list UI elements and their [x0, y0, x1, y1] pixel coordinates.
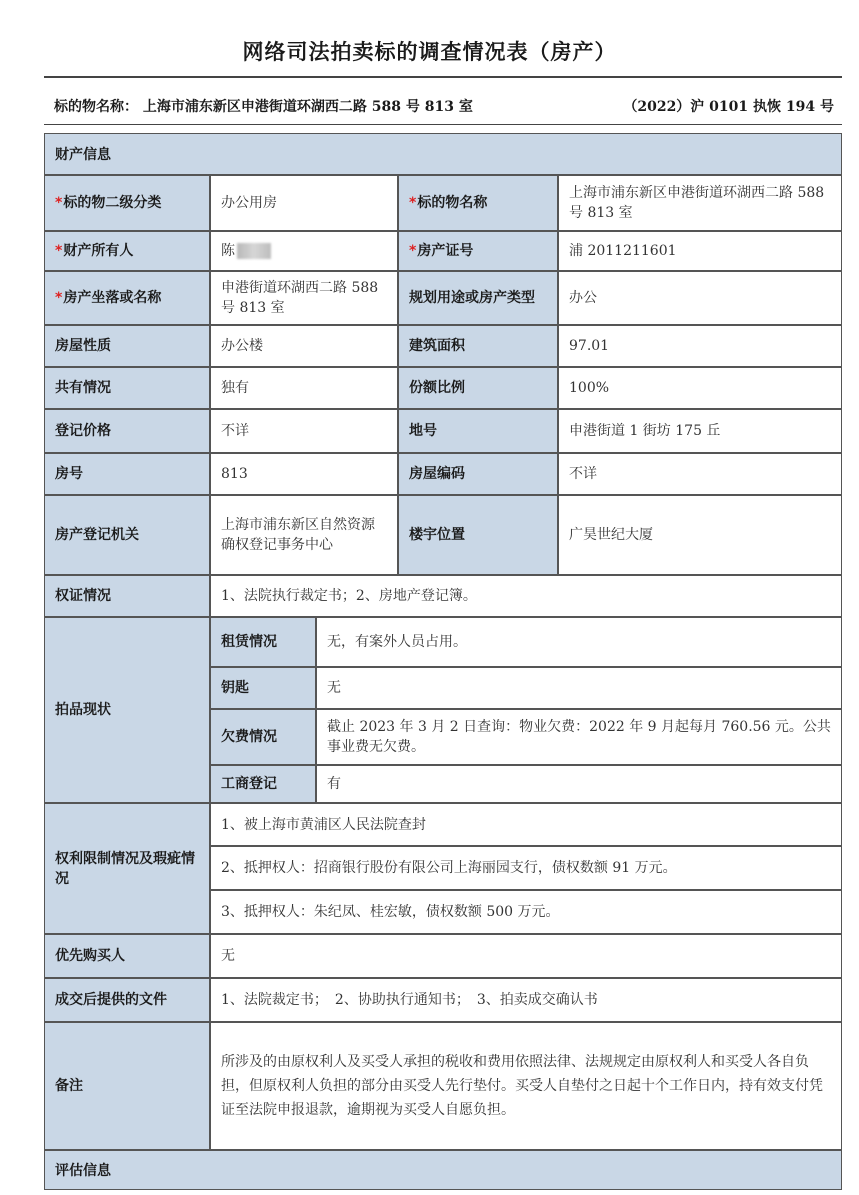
value-reg-price: 不详	[210, 409, 398, 453]
value-code: 不详	[558, 453, 842, 495]
value-ratio: 100%	[558, 367, 842, 409]
top-rule	[44, 76, 842, 78]
redaction-blur	[237, 243, 271, 259]
page-title: 网络司法拍卖标的调查情况表（房产）	[242, 39, 617, 64]
label-priority: 优先购买人	[44, 934, 210, 978]
label-code: 房屋编码	[398, 453, 558, 495]
label-text: 财产所有人	[63, 243, 134, 259]
subject-name: 标的物名称： 上海市浦东新区申港街道环湖西二路 588 号 813 室	[54, 99, 473, 115]
value-arrears: 截止 2023 年 3 月 2 日查询：物业欠费：2022 年 9 月起每月 760.56 元。公共事业费无欠费。	[316, 709, 842, 765]
label-room: 房号	[44, 453, 210, 495]
value-item-name: 上海市浦东新区申港街道环湖西二路 588 号 813 室	[558, 175, 842, 231]
required-mark: *	[55, 290, 63, 306]
owner-surname: 陈	[221, 243, 235, 259]
label-text: 标的物名称	[417, 195, 488, 211]
value-lease: 无，有案外人员占用。	[316, 617, 842, 667]
label-area: 建筑面积	[398, 325, 558, 367]
label-subcategory	[44, 175, 210, 231]
label-nature: 房屋性质	[44, 325, 210, 367]
label-title-cert: 权证情况	[44, 575, 210, 617]
label-biz-reg: 工商登记	[210, 765, 316, 803]
label-building: 楼宇位置	[398, 495, 558, 575]
header-rule	[44, 124, 842, 125]
label-authority: 房产登记机关	[44, 495, 210, 575]
value-restriction-2: 2、抵押权人：招商银行股份有限公司上海丽园支行，债权数额 91 万元。	[210, 846, 842, 890]
value-subcategory: 办公用房	[210, 175, 398, 231]
value-owner	[210, 231, 398, 271]
label-documents: 成交后提供的文件	[44, 978, 210, 1022]
label-status: 拍品现状	[44, 617, 210, 803]
label-text: 房产坐落或名称	[63, 290, 162, 306]
value-share: 独有	[210, 367, 398, 409]
label-lease: 租赁情况	[210, 617, 316, 667]
value-usage: 办公	[558, 271, 842, 325]
value-lot: 申港街道 1 街坊 175 丘	[558, 409, 842, 453]
value-restriction-1: 1、被上海市黄浦区人民法院查封	[210, 803, 842, 846]
label-arrears: 欠费情况	[210, 709, 316, 765]
section-title: 评估信息	[55, 1163, 111, 1179]
value-remarks: 所涉及的由原权利人及买受人承担的税收和费用依照法律、法规规定由原权利人和买受人各自负担，但原权利人负担的部分由买受人先行垫付。买受人自垫付之日起十个工作日内，持有效支付凭证至法院申报退款，逾期视为买受人自愿负担。	[210, 1022, 842, 1150]
label-cert-no	[398, 231, 558, 271]
label-owner	[44, 231, 210, 271]
value-nature: 办公楼	[210, 325, 398, 367]
value-title-cert: 1、法院执行裁定书；2、房地产登记簿。	[210, 575, 842, 617]
subject-header	[44, 90, 842, 120]
value-biz-reg: 有	[316, 765, 842, 803]
value-key: 无	[316, 667, 842, 709]
label-ratio: 份额比例	[398, 367, 558, 409]
required-mark: *	[55, 195, 63, 211]
value-location: 申港街道环湖西二路 588 号 813 室	[210, 271, 398, 325]
label-reg-price: 登记价格	[44, 409, 210, 453]
value-documents: 1、法院裁定书； 2、协助执行通知书； 3、拍卖成交确认书	[210, 978, 842, 1022]
value-building: 广昊世纪大厦	[558, 495, 842, 575]
value-area: 97.01	[558, 325, 842, 367]
required-mark: *	[409, 195, 417, 211]
case-number: （2022）沪 0101 执恢 194 号	[623, 99, 834, 115]
section-property-info	[44, 133, 842, 175]
required-mark: *	[55, 243, 63, 259]
label-usage: 规划用途或房产类型	[398, 271, 558, 325]
section-title: 财产信息	[55, 147, 111, 163]
label-remarks: 备注	[44, 1022, 210, 1150]
value-room: 813	[210, 453, 398, 495]
required-mark: *	[409, 243, 417, 259]
label-location	[44, 271, 210, 325]
label-text: 房产证号	[417, 243, 474, 259]
section-valuation-info	[44, 1150, 842, 1190]
label-share: 共有情况	[44, 367, 210, 409]
label-key: 钥匙	[210, 667, 316, 709]
value-authority: 上海市浦东新区自然资源确权登记事务中心	[210, 495, 398, 575]
value-restriction-3: 3、抵押权人：朱纪凤、桂宏敏，债权数额 500 万元。	[210, 890, 842, 934]
label-item-name	[398, 175, 558, 231]
value-cert-no: 浦 2011211601	[558, 231, 842, 271]
label-lot: 地号	[398, 409, 558, 453]
value-priority: 无	[210, 934, 842, 978]
label-text: 标的物二级分类	[63, 195, 162, 211]
label-restrictions: 权利限制情况及瑕疵情况	[44, 803, 210, 934]
